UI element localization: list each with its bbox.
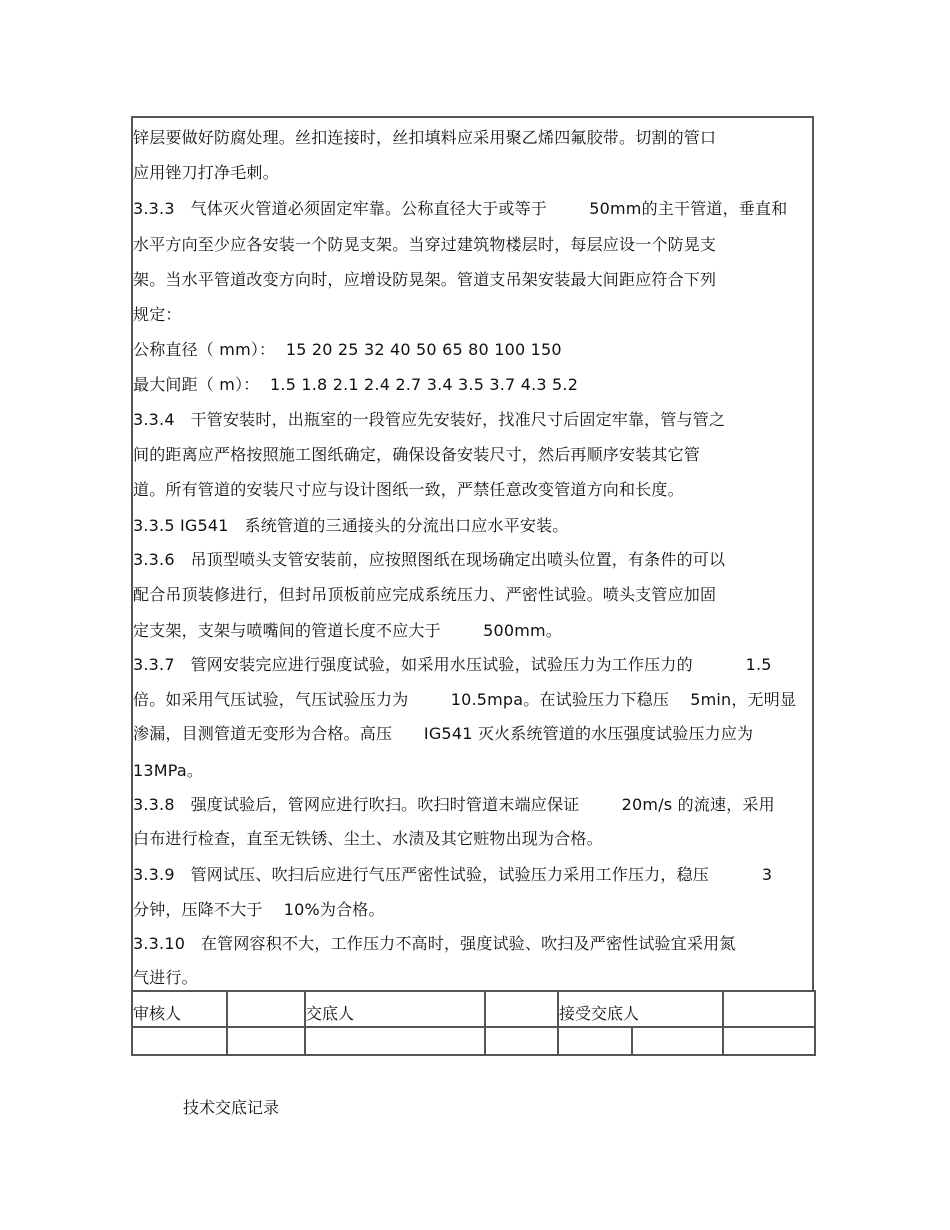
body-line: 公称直径（ mm）： 15 20 25 32 40 50 65 80 100 150: [133, 340, 562, 359]
body-line: 气进行。: [133, 968, 198, 987]
body-line: 3.3.9 管网试压、吹扫后应进行气压严密性试验，试验压力采用工作压力，稳压 3: [133, 865, 773, 884]
receiver-label-cell: [558, 991, 723, 1027]
reviewer-signature-cell: [227, 991, 305, 1027]
body-line: 白布进行检查，直至无铁锈、尘土、水渍及其它赃物出现为合格。: [133, 829, 603, 848]
body-line: 渗漏，目测管道无变形为合格。高压 IG541 灭火系统管道的水压强度试验压力应为: [133, 724, 754, 743]
body-line: 配合吊顶装修进行，但封吊顶板前应完成系统压力、严密性试验。喷头支管应加固: [133, 585, 717, 604]
body-line: 锌层要做好防腐处理。丝扣连接时，丝扣填料应采用聚乙烯四氟胶带。切割的管口: [133, 128, 717, 147]
body-line: 应用锉刀打净毛刺。: [133, 163, 279, 182]
body-line: 3.3.6 吊顶型喷头支管安装前，应按照图纸在现场确定出喷头位置，有条件的可以: [133, 550, 726, 569]
empty-cell: [723, 1027, 815, 1055]
body-line: 3.3.5 IG541 系统管道的三通接头的分流出口应水平安装。: [133, 516, 569, 535]
body-line: 规定：: [133, 305, 182, 324]
empty-cell: [485, 1027, 558, 1055]
reviewer-label: 审核人: [133, 1004, 182, 1023]
presenter-signature-cell: [485, 991, 558, 1027]
presenter-label-cell: [305, 991, 485, 1027]
body-line: 3.3.7 管网安装完应进行强度试验，如采用水压试验，试验压力为工作压力的 1.5: [133, 655, 772, 674]
body-line: 3.3.3 气体灭火管道必须固定牢靠。公称直径大于或等于 50mm的主干管道，垂直和: [133, 199, 788, 218]
body-line: 道。所有管道的安装尺寸应与设计图纸一致，严禁任意改变管道方向和长度。: [133, 480, 684, 499]
body-line: 3.3.10 在管网容积不大，工作压力不高时，强度试验、吹扫及严密性试验宜采用氮: [133, 934, 736, 953]
empty-cell: [305, 1027, 485, 1055]
body-line: 3.3.8 强度试验后，管网应进行吹扫。吹扫时管道末端应保证 20m/s 的流速，采用: [133, 795, 775, 814]
receiver-label: 接受交底人: [559, 1004, 640, 1023]
body-line: 分钟，压降不大于 10%为合格。: [133, 900, 385, 919]
body-line: 倍。如采用气压试验，气压试验压力为 10.5mpa。在试验压力下稳压 5min，无明显: [133, 690, 797, 709]
reviewer-label-cell: [132, 991, 227, 1027]
receiver-signature-cell: [723, 991, 815, 1027]
body-line: 最大间距（ m）： 1.5 1.8 2.1 2.4 2.7 3.4 3.5 3.7 4.3 5.2: [133, 375, 579, 394]
signature-table: [131, 990, 816, 1056]
body-line: 架。当水平管道改变方向时，应增设防晃架。管道支吊架安装最大间距应符合下列: [133, 270, 717, 289]
presenter-label: 交底人: [306, 1004, 355, 1023]
body-line: 水平方向至少应各安装一个防晃支架。当穿过建筑物楼层时，每层应设一个防晃支: [133, 235, 717, 254]
empty-cell: [632, 1027, 723, 1055]
body-line: 定支架，支架与喷嘴间的管道长度不应大于 500mm。: [133, 621, 562, 640]
body-line: 3.3.4 干管安装时，出瓶室的一段管应先安装好，找准尺寸后固定牢靠，管与管之: [133, 410, 726, 429]
body-line: 间的距离应严格按照施工图纸确定，确保设备安装尺寸，然后再顺序安装其它管: [133, 445, 701, 464]
empty-cell: [227, 1027, 305, 1055]
footer-title: 技术交底记录: [183, 1098, 280, 1117]
empty-cell: [132, 1027, 227, 1055]
body-line: 13MPa。: [133, 761, 204, 780]
empty-cell: [558, 1027, 632, 1055]
